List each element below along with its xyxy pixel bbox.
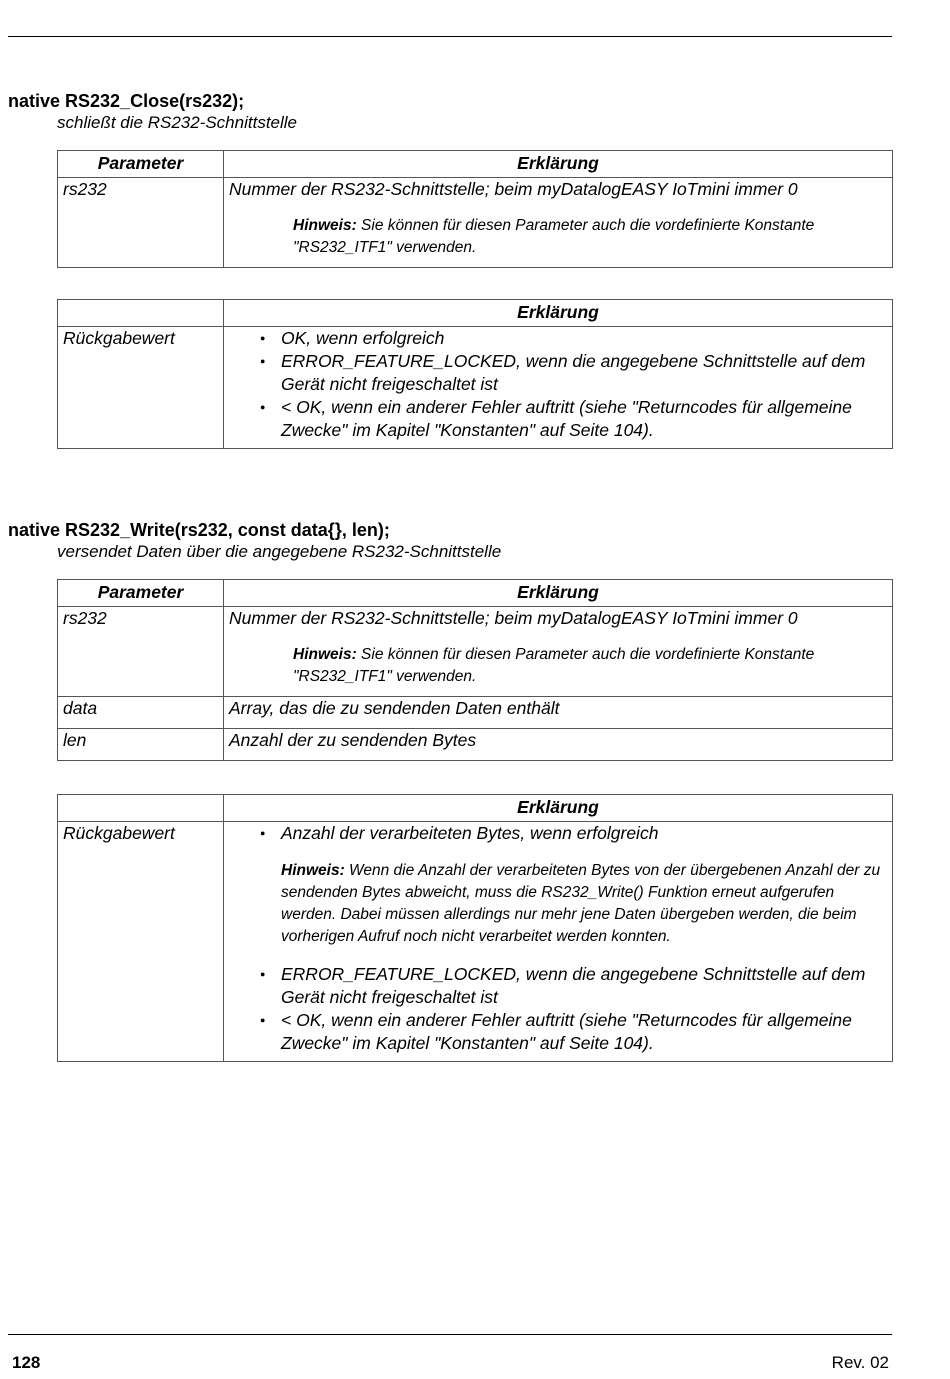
column-header-explanation: Erklärung [224, 580, 893, 607]
param-name: rs232 [58, 607, 224, 697]
hint-note [293, 644, 887, 688]
revision-label: Rev. 02 [831, 1353, 889, 1372]
param-text: Nummer der RS232-Schnittstelle; beim myDatalogEASY IoTmini immer 0 [229, 179, 798, 199]
list-item: ● < OK, wenn ein anderer Fehler auftritt (siehe "Returncodes für allgemeine Zwecke" im Kapitel "Konstanten" auf Seite 104). [281, 1009, 887, 1055]
column-header-explanation: Erklärung [224, 300, 893, 327]
function-signature: native RS232_Close(rs232); [8, 91, 245, 111]
return-label: Rückgabewert [58, 822, 224, 1062]
param-explanation [224, 607, 893, 697]
hint-text: Wenn die Anzahl der verarbeiteten Bytes von der übergebenen Anzahl der zu sendenden Bytes abweicht, muss die RS232_Write() Funktion erneut aufgerufen werden. Dabei müssen allerdings nur mehr jene Daten übergeben werden, die beim vorherigen Aufruf noch nicht verarbeitet werden konnten. [281, 862, 881, 945]
table-row [58, 607, 893, 697]
table-row [58, 822, 893, 1062]
parameter-table [57, 150, 893, 268]
list-item: ● OK, wenn erfolgreich [281, 327, 887, 350]
column-header-parameter: Parameter [58, 151, 224, 178]
function-signature: native RS232_Write(rs232, const data{}, len); [8, 520, 390, 540]
list-item: ● ERROR_FEATURE_LOCKED, wenn die angegebene Schnittstelle auf dem Gerät nicht freigeschaltet ist [281, 963, 887, 1009]
function-description: schließt die RS232-Schnittstelle [57, 113, 298, 132]
return-list [229, 822, 887, 1061]
param-text: Anzahl der zu sendenden Bytes [224, 729, 893, 761]
return-table [57, 299, 893, 449]
hint-note [281, 860, 887, 948]
parameter-table [57, 579, 893, 761]
param-name: len [58, 729, 224, 761]
param-name: rs232 [58, 178, 224, 268]
function-close-heading [8, 90, 892, 134]
list-item-text: Anzahl der verarbeiteten Bytes, wenn erfolgreich [281, 823, 659, 843]
param-text: Array, das die zu sendenden Daten enthält [224, 697, 893, 729]
table-row [58, 178, 893, 268]
column-header-empty [58, 300, 224, 327]
list-item [281, 822, 887, 948]
function-write-heading [8, 519, 892, 563]
table-row [58, 697, 893, 729]
hint-text: Sie können für diesen Parameter auch die vordefinierte Konstante "RS232_ITF1" verwenden. [293, 646, 815, 685]
page-number: 128 [12, 1353, 41, 1372]
column-header-empty [58, 795, 224, 822]
hint-note [293, 215, 887, 259]
param-explanation [224, 178, 893, 268]
return-explanation [224, 822, 893, 1062]
table-row [58, 327, 893, 449]
function-description: versendet Daten über die angegebene RS232-Schnittstelle [57, 542, 502, 561]
table-row [58, 729, 893, 761]
hint-label: Hinweis: [281, 862, 345, 879]
footer-rule [8, 1334, 892, 1335]
return-label: Rückgabewert [58, 327, 224, 449]
return-table [57, 794, 893, 1062]
hint-label: Hinweis: [293, 217, 357, 234]
param-text: Nummer der RS232-Schnittstelle; beim myDatalogEASY IoTmini immer 0 [229, 608, 798, 628]
param-name: data [58, 697, 224, 729]
column-header-explanation: Erklärung [224, 151, 893, 178]
list-item: ● ERROR_FEATURE_LOCKED, wenn die angegebene Schnittstelle auf dem Gerät nicht freigeschaltet ist [281, 350, 887, 396]
column-header-explanation: Erklärung [224, 795, 893, 822]
header-rule [8, 36, 892, 37]
hint-label: Hinweis: [293, 646, 357, 663]
return-list [229, 327, 887, 448]
return-explanation [224, 327, 893, 449]
column-header-parameter: Parameter [58, 580, 224, 607]
hint-text: Sie können für diesen Parameter auch die vordefinierte Konstante "RS232_ITF1" verwenden. [293, 217, 815, 256]
list-item: ● < OK, wenn ein anderer Fehler auftritt (siehe "Returncodes für allgemeine Zwecke" im Kapitel "Konstanten" auf Seite 104). [281, 396, 887, 442]
